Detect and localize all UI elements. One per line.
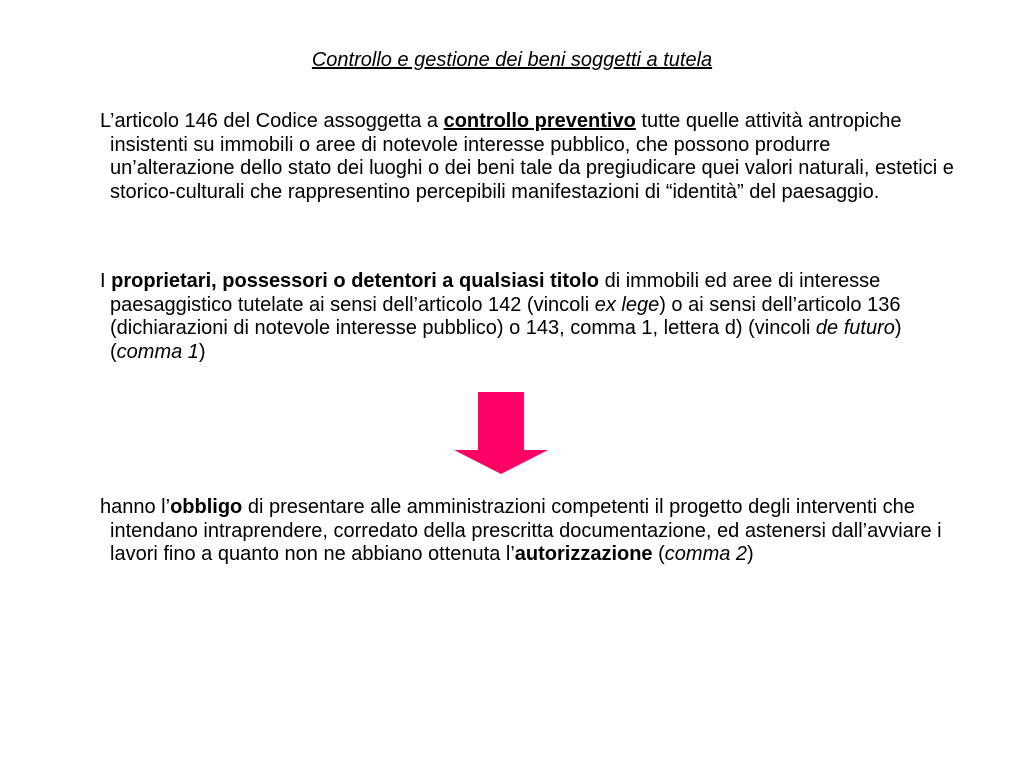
para2-italic-comma-1: comma 1 bbox=[116, 340, 199, 363]
arrow-down-icon bbox=[454, 392, 548, 474]
para2-text-e: ) o ai sensi dell’articolo 136 (dichiarazioni di notevole interesse pubblico) o 143, comma 1, lettera d) (vincoli bbox=[110, 293, 901, 339]
para2-emphasis-proprietari: proprietari, possessori o detentori a qualsiasi titolo bbox=[111, 270, 600, 292]
para1-emphasis-controllo-preventivo: controllo preventivo bbox=[443, 110, 636, 132]
para2-text-a: I bbox=[100, 270, 112, 292]
slide-title: Controllo e gestione dei beni soggetti a tutela bbox=[311, 49, 713, 71]
para2-text-i: ) bbox=[198, 340, 206, 363]
para3-emphasis-obbligo: obbligo bbox=[170, 496, 243, 518]
para3-text-c: di presentare alle amministrazioni competenti il progetto degli interventi che intendano intraprendere, corredato della prescritta documentazione, ed astenersi dall’avviare i lavori fino a quanto non ne abbiano ottenuta l’ bbox=[110, 496, 942, 565]
para2-italic-ex-lege: ex lege bbox=[594, 293, 660, 316]
para3-emphasis-autorizzazione: autorizzazione bbox=[514, 543, 653, 565]
arrow-down-shape bbox=[454, 392, 548, 474]
para1-text-c: tutte quelle attività antropiche insistenti su immobili o aree di notevole interesse pubblico, che possono produrre un’alterazione dello stato dei luoghi o dei beni tale da pregiudicare quei valori naturali, estetici e storico-culturali che rappresentino percepibili manifestazioni di “identità” del paesaggio. bbox=[110, 110, 954, 203]
para3-text-g: ) bbox=[747, 543, 754, 565]
para2-text-g: ) ( bbox=[110, 317, 902, 363]
para3-text-e: ( bbox=[652, 543, 665, 565]
para2-italic-de-futuro: de futuro bbox=[815, 317, 895, 339]
para3-text-a: hanno l’ bbox=[100, 496, 171, 518]
para1-text-a: L’articolo 146 del Codice assoggetta a bbox=[100, 110, 444, 132]
para2-text-c: di immobili ed aree di interesse paesaggistico tutelate ai sensi dell’articolo 142 (vincoli bbox=[110, 270, 881, 316]
paragraph-proprietari bbox=[100, 270, 960, 364]
paragraph-obbligo bbox=[100, 496, 960, 567]
para3-italic-comma-2: comma 2 bbox=[664, 543, 748, 565]
paragraph-controllo-preventivo bbox=[100, 110, 960, 204]
